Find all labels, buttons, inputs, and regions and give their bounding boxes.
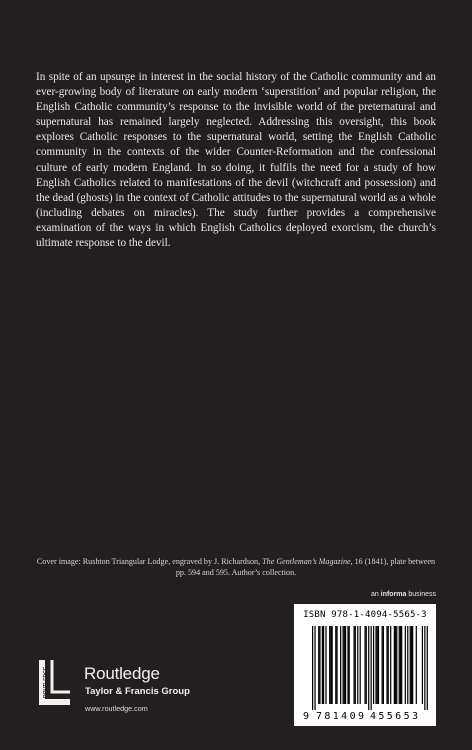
- barcode-bar: [394, 626, 395, 704]
- barcode-bar: [335, 626, 336, 704]
- barcode-bar: [353, 626, 354, 704]
- barcode-bar: [416, 626, 417, 704]
- barcode-bar: [399, 626, 400, 704]
- barcode-bar: [355, 626, 356, 704]
- barcode-digits-right: 455653: [370, 711, 418, 722]
- barcode-bar: [390, 626, 391, 704]
- barcode-bar: [412, 626, 413, 704]
- publisher-name: Routledge: [84, 664, 160, 683]
- barcode-bar: [407, 626, 408, 704]
- barcode-bar: [330, 626, 331, 704]
- caption-text-end: , 16 (1841), plate between pp. 594 and 595. Author’s collection.: [175, 557, 436, 577]
- barcode-bar: [422, 626, 423, 704]
- barcode-bar: [364, 626, 365, 704]
- barcode-bar: [371, 626, 372, 710]
- barcode-bar: [405, 626, 406, 704]
- barcode-bar: [383, 626, 384, 704]
- caption-text: Cover image: Rushton Triangular Lodge, engraved by J. Richardson,: [36, 557, 263, 566]
- barcode-digits-left: 781409: [316, 711, 364, 722]
- informa-business-tag: [371, 591, 436, 598]
- isbn-label: ISBN 978-1-4094-5565-3: [303, 610, 427, 620]
- barcode-bar: [314, 626, 315, 710]
- barcode-bar: [368, 626, 369, 710]
- barcode-bar: [349, 626, 350, 704]
- barcode-bar: [401, 626, 402, 704]
- caption-journal-title: The Gentleman’s Magazine: [262, 557, 351, 566]
- barcode-bar: [318, 626, 319, 704]
- barcode-bar: [396, 626, 397, 704]
- cover-image-caption: [36, 556, 436, 578]
- routledge-emblem-icon: [36, 658, 76, 714]
- informa-brand: informa: [380, 591, 407, 598]
- barcode-bar: [378, 626, 379, 704]
- barcode-bar: [410, 626, 411, 704]
- barcode-bar: [373, 626, 374, 704]
- barcode-bar: [345, 626, 346, 704]
- informa-prefix: an: [371, 591, 381, 598]
- barcode-bar: [332, 626, 333, 704]
- barcode-bar: [312, 626, 313, 710]
- barcode-bar: [336, 626, 337, 704]
- barcode-bars: [300, 624, 430, 722]
- barcode-bar: [366, 626, 367, 704]
- barcode-bar: [343, 626, 344, 704]
- isbn-barcode: [294, 604, 436, 726]
- barcode-bar: [427, 626, 428, 710]
- informa-suffix: business: [406, 591, 436, 598]
- back-cover-blurb: In spite of an upsurge in interest in the social history of the Catholic community and an ever-growing body of literature on early modern ‘superstition’ and popular religion, the English Catholic community’s response to the invisible world of the preternatural and supernatural has remained largely neglected. Addressing this oversight, this book explores Catholic responses to the supernatural world, setting the English Catholic community in the contexts of the wider Counter-Reformation and the confessional culture of early modern England. In so doing, it fulfils the need for a study of how English Catholics related to manifestations of the devil (witchcraft and possession) and the dead (ghosts) in the context of Catholic attitudes to the supernatural world as a whole (including debates on miracles). The study further provides a comprehensive examination of the ways in which English Catholics deployed exorcism, the church’s ultimate response to the devil.: [36, 71, 436, 250]
- routledge-emblem-text: ROUTLEDGE: [43, 666, 49, 698]
- barcode-digit-lead: 9: [303, 711, 310, 722]
- publisher-logo: [36, 658, 236, 718]
- barcode-bar: [323, 626, 324, 704]
- barcode-bar: [340, 626, 341, 704]
- barcode-bar: [357, 626, 358, 704]
- barcode-bar: [377, 626, 378, 704]
- barcode-bar: [395, 626, 396, 704]
- barcode-bar: [411, 626, 412, 704]
- barcode-bar: [400, 626, 401, 704]
- barcode-bar: [386, 626, 387, 704]
- barcode-bar: [424, 626, 425, 710]
- barcode-bar: [325, 626, 326, 704]
- barcode-bar: [329, 626, 330, 704]
- barcode-bar: [382, 626, 383, 704]
- barcode-bar: [319, 626, 320, 704]
- barcode-bar: [344, 626, 345, 704]
- publisher-group: Taylor & Francis Group: [85, 686, 190, 697]
- barcode-bar: [388, 626, 389, 704]
- barcode-bar: [322, 626, 323, 704]
- barcode-bar: [347, 626, 348, 704]
- publisher-url: www.routledge.com: [85, 704, 148, 713]
- barcode-bar: [360, 626, 361, 704]
- barcode-bar: [375, 626, 376, 704]
